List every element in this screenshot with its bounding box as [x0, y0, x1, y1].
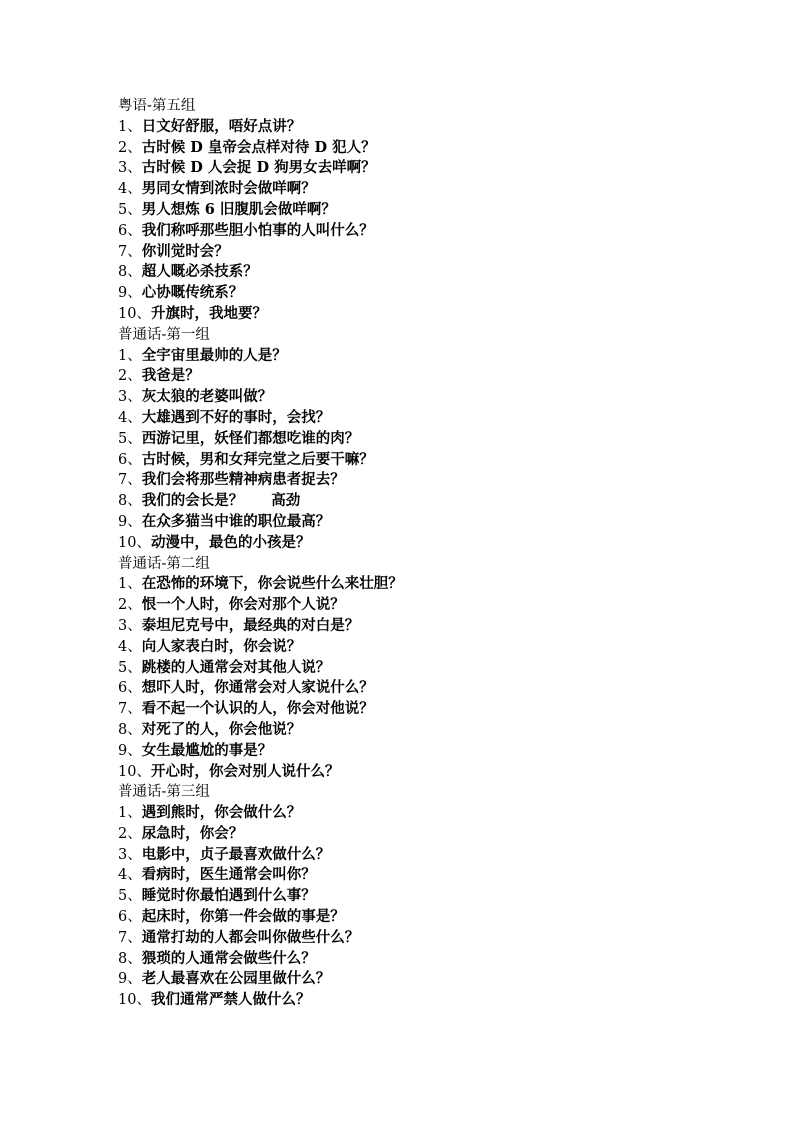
question-item	[118, 221, 758, 242]
question-text: 日文好舒服，唔好点讲？	[141, 117, 302, 135]
section-title: 普通话-第二组	[118, 555, 210, 572]
question-number: 2、	[118, 139, 142, 156]
question-item	[118, 741, 758, 762]
question-text: 通常打劫的人都会叫你做些什么？	[141, 928, 360, 946]
question-item	[118, 408, 758, 429]
question-text: 超人嘅必杀技系？	[141, 263, 258, 281]
question-item	[118, 158, 758, 179]
question-item	[118, 450, 758, 471]
question-text: 古时候 D 人会捉 D 狗男女去咩啊？	[141, 159, 376, 177]
question-item	[118, 262, 758, 283]
question-number: 3、	[118, 846, 142, 863]
question-text: 对死了的人，你会他说？	[141, 720, 302, 738]
question-text: 跳楼的人通常会对其他人说？	[141, 658, 331, 676]
question-number: 4、	[118, 638, 142, 655]
question-text: 想吓人时，你通常会对人家说什么？	[141, 679, 374, 697]
question-item	[118, 928, 758, 949]
question-text: 在众多猫当中谁的职位最高？	[141, 512, 331, 530]
question-text: 我们称呼那些胆小怕事的人叫什么？	[141, 221, 374, 239]
answer-note: 高劲	[271, 492, 301, 510]
question-item	[118, 886, 758, 907]
section-title: 普通话-第一组	[118, 326, 210, 343]
question-item	[118, 678, 758, 699]
question-item	[118, 138, 758, 159]
question-item	[118, 117, 758, 138]
question-number: 1、	[118, 805, 142, 822]
question-number: 4、	[118, 867, 142, 884]
question-text: 西游记里，妖怪们都想吃谁的肉？	[141, 429, 360, 447]
question-number: 3、	[118, 160, 142, 177]
question-item	[118, 533, 758, 554]
question-item	[118, 969, 758, 990]
question-text: 灰太狼的老婆叫做？	[141, 388, 273, 406]
question-text: 我爸是？	[141, 367, 200, 385]
question-text: 恨一个人时，你会对那个人说？	[141, 596, 345, 614]
question-number: 9、	[118, 285, 142, 302]
question-number: 5、	[118, 201, 142, 218]
question-text: 女生最尴尬的事是？	[141, 741, 273, 759]
question-item	[118, 699, 758, 720]
question-number: 2、	[118, 825, 142, 842]
question-number: 5、	[118, 430, 142, 447]
question-number: 5、	[118, 888, 142, 905]
question-item	[118, 637, 758, 658]
question-number: 6、	[118, 680, 142, 697]
question-text: 古时候，男和女拜完堂之后要干嘛？	[141, 450, 374, 468]
question-text: 遇到熊时，你会做什么？	[141, 804, 302, 822]
question-number: 10、	[118, 763, 151, 780]
question-number: 8、	[118, 264, 142, 281]
question-text: 尿急时，你会？	[141, 824, 244, 842]
question-text: 大雄遇到不好的事时，会找？	[141, 408, 331, 426]
question-number: 1、	[118, 576, 142, 593]
question-number: 6、	[118, 451, 142, 468]
question-text: 男同女情到浓时会做咩啊？	[141, 180, 316, 198]
question-item	[118, 824, 758, 845]
question-number: 7、	[118, 701, 142, 718]
question-item	[118, 179, 758, 200]
question-number: 3、	[118, 389, 142, 406]
question-text: 你训觉时会？	[141, 242, 229, 260]
question-item	[118, 907, 758, 928]
question-number: 7、	[118, 929, 142, 946]
question-text: 起床时，你第一件会做的事是？	[141, 908, 345, 926]
question-number: 10、	[118, 534, 151, 551]
question-text: 泰坦尼克号中，最经典的对白是？	[141, 616, 360, 634]
question-number: 4、	[118, 181, 142, 198]
question-item	[118, 283, 758, 304]
question-item	[118, 242, 758, 263]
question-text: 在恐怖的环境下，你会说些什么来壮胆？	[141, 575, 403, 593]
question-number: 3、	[118, 617, 142, 634]
question-item	[118, 366, 758, 387]
question-number: 4、	[118, 409, 142, 426]
question-text: 心协嘅传统系？	[141, 284, 244, 302]
question-text: 我们会将那些精神病患者捉去？	[141, 471, 345, 489]
question-item	[118, 491, 758, 512]
question-text: 全宇宙里最帅的人是？	[141, 346, 287, 364]
question-item	[118, 304, 758, 325]
document-page	[118, 96, 758, 1011]
question-item	[118, 346, 758, 367]
question-item	[118, 865, 758, 886]
question-text: 向人家表白时，你会说？	[141, 637, 302, 655]
question-number: 1、	[118, 118, 142, 135]
question-text: 电影中，贞子最喜欢做什么？	[141, 845, 331, 863]
section-title: 普通话-第三组	[118, 784, 210, 801]
question-number: 10、	[118, 992, 151, 1009]
question-item	[118, 616, 758, 637]
question-item	[118, 762, 758, 783]
question-item	[118, 470, 758, 491]
question-text: 我们的会长是？	[141, 492, 244, 510]
question-number: 7、	[118, 472, 142, 489]
question-number: 5、	[118, 659, 142, 676]
question-item	[118, 845, 758, 866]
question-text: 古时候 D 皇帝会点样对待 D 犯人？	[141, 138, 376, 156]
question-number: 8、	[118, 950, 142, 967]
question-item	[118, 658, 758, 679]
question-text: 男人想炼 6 旧腹肌会做咩啊？	[141, 200, 336, 218]
question-item	[118, 595, 758, 616]
section-title: 粤语-第五组	[118, 98, 196, 114]
question-number: 8、	[118, 493, 142, 510]
question-item	[118, 429, 758, 450]
question-text: 看病时，医生通常会叫你？	[141, 866, 316, 884]
question-item	[118, 720, 758, 741]
question-item	[118, 574, 758, 595]
question-number: 9、	[118, 513, 142, 530]
question-text: 动漫中，最色的小孩是？	[150, 533, 311, 551]
question-number: 6、	[118, 909, 142, 926]
question-number: 2、	[118, 368, 142, 385]
question-text: 我们通常严禁人做什么？	[150, 991, 311, 1009]
question-item	[118, 990, 758, 1011]
question-item	[118, 512, 758, 533]
question-text: 开心时，你会对别人说什么？	[150, 762, 340, 780]
question-number: 9、	[118, 742, 142, 759]
question-item	[118, 949, 758, 970]
question-text: 看不起一个认识的人，你会对他说？	[141, 700, 374, 718]
question-text: 升旗时，我地要？	[150, 304, 267, 322]
question-item	[118, 387, 758, 408]
question-number: 1、	[118, 347, 142, 364]
question-number: 9、	[118, 971, 142, 988]
question-number: 7、	[118, 243, 142, 260]
question-number: 2、	[118, 597, 142, 614]
question-number: 10、	[118, 305, 151, 322]
question-text: 老人最喜欢在公园里做什么？	[141, 970, 331, 988]
question-item	[118, 200, 758, 221]
question-number: 8、	[118, 721, 142, 738]
question-number: 6、	[118, 222, 142, 239]
question-text: 猥琐的人通常会做些什么？	[141, 949, 316, 967]
question-item	[118, 803, 758, 824]
question-text: 睡觉时你最怕遇到什么事？	[141, 887, 316, 905]
